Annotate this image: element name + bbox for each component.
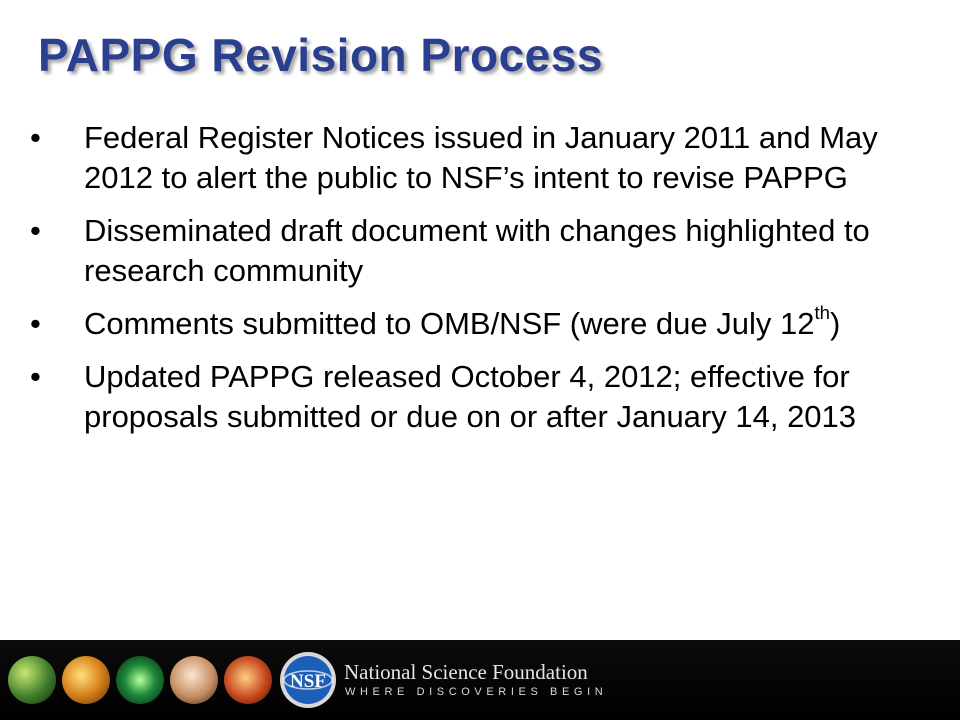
bullet-item [30,211,910,291]
fireworks-thumbnail [62,656,110,704]
bullet-text-end: ) [830,306,841,341]
neuron-thumbnail [116,656,164,704]
bullet-marker: • [30,359,41,394]
bullet-item [30,118,910,198]
bullet-text: Federal Register Notices issued in January 2011 and May 2012 to alert the public to NSF’s intent to revise PAPPG [84,120,878,195]
cells-thumbnail [224,656,272,704]
bullet-list [30,118,910,450]
frog-thumbnail [8,656,56,704]
nsf-logo-icon [278,650,338,710]
bullet-text: Disseminated draft document with changes highlighted to research community [84,213,870,288]
bullet-item [30,304,910,344]
bullet-marker: • [30,213,41,248]
scientists-thumbnail [170,656,218,704]
bullet-marker: • [30,306,41,341]
bullet-marker: • [30,120,41,155]
nsf-logo-text: NSF [290,671,326,692]
slide-title: PAPPG Revision Process [38,29,603,81]
organization-tagline: WHERE DISCOVERIES BEGIN [345,686,608,698]
bullet-text: Updated PAPPG released October 4, 2012; effective for proposals submitted or due on or after January 14, 2013 [84,359,857,434]
bullet-item [30,357,910,437]
ordinal-superscript: th [814,302,830,324]
organization-name: National Science Foundation [344,660,588,684]
bullet-text [84,302,841,341]
bullet-text-main: Comments submitted to OMB/NSF (were due July 12 [84,306,815,341]
